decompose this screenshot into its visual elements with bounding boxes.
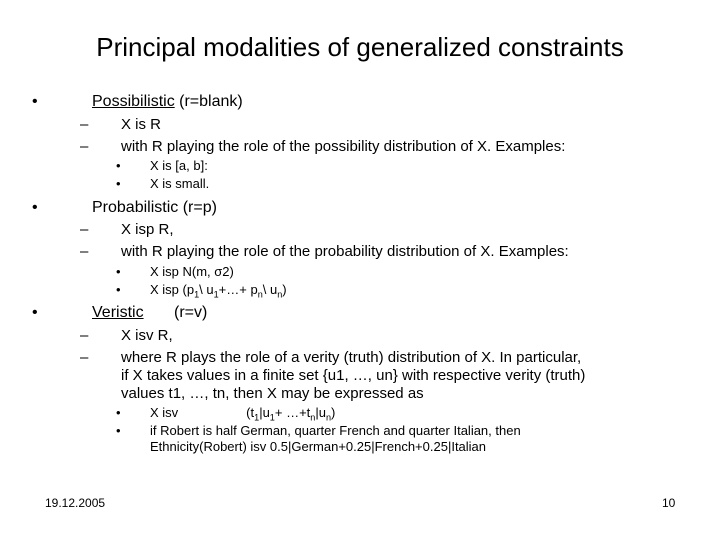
dash-marker: – (80, 116, 89, 133)
veristic-item-2-line-1: where R plays the role of a verity (truth) distribution of X. In particular, (121, 349, 582, 366)
probabilistic-item-2: with R playing the role of the probability distribution of X. Examples: (121, 243, 569, 260)
sub-bullet-marker: • (116, 282, 121, 297)
dash-marker: – (80, 327, 89, 344)
dash-marker: – (80, 349, 89, 366)
veristic-example-2-line-2: Ethnicity(Robert) isv 0.5|German+0.25|French+0.25|Italian (150, 439, 487, 454)
veristic-item-2-line-3: values t1, …, tn, then X may be expressed as (121, 385, 424, 402)
dash-marker: – (80, 221, 89, 238)
slide-title: Principal modalities of generalized constraints (96, 32, 624, 62)
footer-date: 19.12.2005 (45, 496, 106, 510)
sub-bullet-marker: • (116, 405, 121, 420)
heading-veristic: Veristic (r=v) (92, 304, 208, 321)
sub-bullet-marker: • (116, 176, 121, 191)
page-number: 10 (662, 496, 676, 510)
sub-bullet-marker: • (116, 158, 121, 173)
probabilistic-example-2: X isp ($p_1\backslash$ $u_1+\dots+$ $p_n\backslash$ $u_n$) (150, 282, 287, 300)
sub-bullet-marker: • (116, 264, 121, 279)
veristic-item-2-line-2: if X takes values in a finite set {u1, …, un} with respective verity (truth) (121, 367, 586, 384)
probabilistic-item-1: X isp R, (121, 221, 174, 238)
possibilistic-example-2: X is small. (150, 176, 210, 191)
possibilistic-item-2: with R playing the role of the possibility distribution of X. Examples: (121, 138, 566, 155)
veristic-example-1: X isv ($t_1|u_1+$ $\dots+t_n|u_n$) (150, 405, 336, 423)
veristic-item-1: X isv R, (121, 327, 173, 344)
possibilistic-example-1: X is [a, b]: (150, 158, 208, 173)
possibilistic-item-1: X is R (121, 116, 162, 133)
sub-bullet-marker: • (116, 423, 121, 438)
heading-possibilistic: Possibilistic (r=blank) (92, 93, 243, 110)
dash-marker: – (80, 138, 89, 155)
heading-probabilistic: Probabilistic (r=p) (92, 199, 217, 216)
dash-marker: – (80, 243, 89, 260)
bullet-marker: • (32, 199, 38, 216)
veristic-example-2-line-1: if Robert is half German, quarter French and quarter Italian, then (150, 423, 521, 438)
probabilistic-example-1: X isp N(m, σ2) (150, 264, 234, 279)
bullet-marker: • (32, 93, 38, 110)
bullet-marker: • (32, 304, 38, 321)
